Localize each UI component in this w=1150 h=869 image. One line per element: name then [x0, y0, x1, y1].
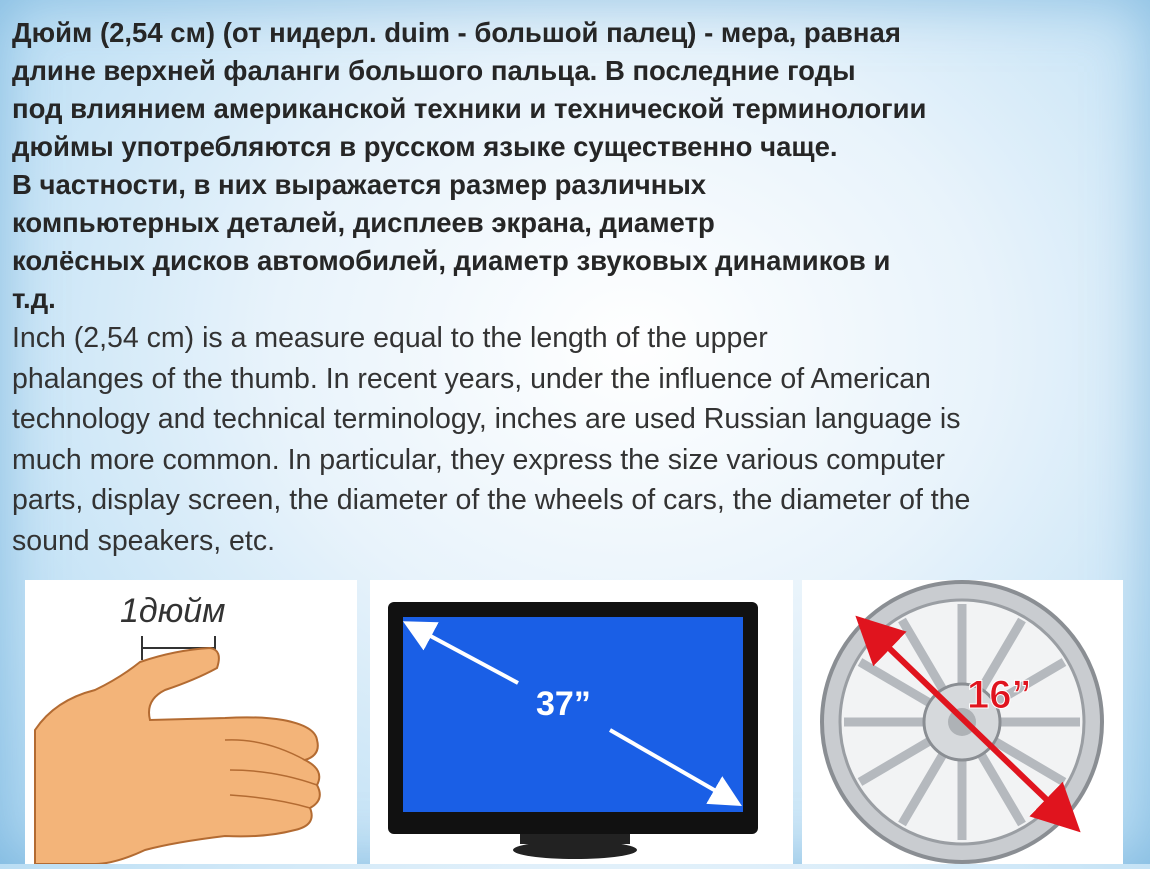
- tv-drawing: [370, 580, 793, 864]
- thumb-inch-illustration: [25, 580, 357, 864]
- wheel-drawing: [802, 580, 1123, 864]
- hand-label: 1дюйм: [120, 592, 226, 630]
- wheel-diameter-illustration: [802, 580, 1123, 864]
- tv-stand-base: [513, 841, 637, 859]
- russian-paragraph: Дюйм (2,54 см) (от нидерл. duim - большой палец) - мера, равная длине верхней фаланги большого пальца. В последние годы под влиянием американской техники и технической терминологии дюймы употребляются в русском языке существенно чаще. В частности, в них выражается размер различных компьютерных деталей, дисплеев экрана, диаметр колёсных дисков автомобилей, диаметр звуковых динамиков и т.д.: [12, 17, 927, 314]
- tv-size-label: 37”: [536, 685, 591, 723]
- tv-diagonal-illustration: [370, 580, 793, 864]
- slide-text: [12, 14, 1144, 561]
- english-paragraph: Inch (2,54 cm) is a measure equal to the length of the upper phalanges of the thumb. In recent years, under the influence of American technology and technical terminology, inches are used Russian language is much more common. In particular, they express the size various computer parts, display screen, the diameter of the wheels of cars, the diameter of the sound speakers, etc.: [12, 322, 971, 557]
- wheel-size-label: 16”: [967, 673, 1032, 717]
- hand-shape: [35, 648, 320, 864]
- hand-drawing: [25, 580, 357, 864]
